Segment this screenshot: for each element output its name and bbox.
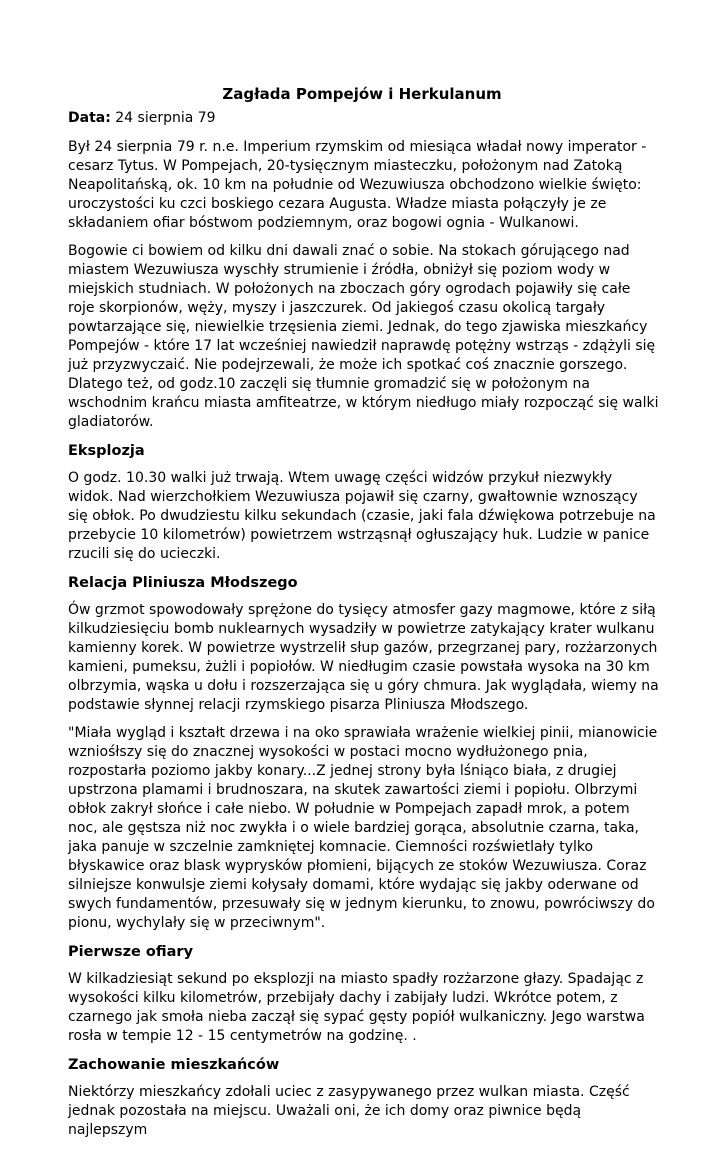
paragraph-pliny-quote: "Miała wygląd i kształt drzewa i na oko sprawiała wrażenie wielkiej pinii, mianowicie wzniośłszy się do znacznej wysokości w postaci mocno wydłużonego pnia, rozpostarła poziomo jakby konary...Z jednej strony była lśniąco biała, z drugiej upstrzona plamami i brudnoszara, na skutek zawartości ziemi i popiołu. Olbrzymi obłok zakrył słońce i całe niebo. W południe w Pompejach zapadł mrok, a potem noc, ale gęstsza niż noc zwykła i o wiele bardziej gorąca, absolutnie czarna, taka, jaka panuje w szczelnie zamkniętej komnacie. Ciemności rozświetlały tylko błyskawice oraz blask wyprysków płomieni, bijących ze stoków Wezuwiusza. Coraz silniejsze konwulsje ziemi kołysały domami, które wydając się jakby oderwane od swych fundamentów, przesuwały się w jednym kierunku, to znowu, powróciwszy do pionu, wychylały się w przeciwnym". — [68, 725, 658, 931]
date-label: Data: — [68, 110, 111, 126]
heading-pierwsze-ofiary: Pierwsze ofiary — [68, 944, 194, 960]
paragraph-first-victims: W kilkadziesiąt sekund po eksplozji na miasto spadły rozżarzone głazy. Spadając z wysokości kilku kilometrów, przebijały dachy i zabijały ludzi. Wkrótce potem, z czarnego jak smoła nieba zaczął się sypać gęsty popiół wulkaniczny. Jego warstwa rosła w tempie 12 - 15 centymetrów na godzinę. . — [68, 971, 645, 1044]
paragraph-omens: Bogowie ci bowiem od kilku dni dawali znać o sobie. Na stokach górującego nad miastem Wezuwiusza wyschły strumienie i źródła, obniżył się poziom wody w miejskich studniach. W położonych na zboczach góry ogrodach pojawiły się całe roje skorpionów, węży, myszy i jaszczurek. Od jakiegoś czasu okolicą targały powtarzające się, niewielkie trzęsienia ziemi. Jednak, do tego zjawiska mieszkańcy Pompejów - które 17 lat wcześniej nawiedził naprawdę potężny wstrząs - zdążyli się już przyzwyczaić. Nie podejrzewali, że może ich spotkać coś znacznie gorszego. Dlatego też, od godz.10 zaczęli się tłumnie gromadzić się w położonym na wschodnim krańcu miasta amfiteatrze, w którym niedługo miały rozpocząć się walki gladiatorów. — [68, 243, 659, 430]
date-value: 24 sierpnia 79 — [115, 110, 216, 126]
paragraph-eruption-column: Ów grzmot spowodowały sprężone do tysięcy atmosfer gazy magmowe, które z siłą kilkudziesięciu bomb nuklearnych wysadziły w powietrze zatykający krater wulkanu kamienny korek. W powietrze wystrzelił słup gazów, przegrzanej pary, rozżarzonych kamieni, pumeksu, żużli i popiołów. W niedługim czasie powstała wysoka na 30 km olbrzymia, wąska u dołu i rozszerzająca się u góry chmura. Jak wyglądała, wiemy na podstawie słynnej relacji rzymskiego pisarza Pliniusza Młodszego. — [68, 602, 659, 713]
document-title: Zagłada Pompejów i Herkulanum — [222, 85, 502, 103]
paragraph-intro: Był 24 sierpnia 79 r. n.e. Imperium rzymskim od miesiąca władał nowy imperator - cesarz Tytus. W Pompejach, 20-tysięcznym miasteczku, położonym nad Zatoką Neapolitańską, ok. 10 km na południe od Wezuwiusza obchodzono wielkie święto: uroczystości ku czci boskiego cezara Augusta. Władze miasta połączyły je ze składaniem ofiar bóstwom podziemnym, oraz bogowi ognia - Wulkanowi. — [68, 139, 647, 231]
date-line — [68, 108, 660, 128]
heading-eksplozja: Eksplozja — [68, 443, 145, 459]
document-body — [68, 108, 660, 1149]
heading-relacja: Relacja Pliniusza Młodszego — [68, 575, 298, 591]
heading-zachowanie: Zachowanie mieszkańców — [68, 1057, 280, 1073]
paragraph-explosion: O godz. 10.30 walki już trwają. Wtem uwagę części widzów przykuł niezwykły widok. Nad wierzchołkiem Wezuwiusza pojawił się czarny, gwałtownie wznoszący się obłok. Po dwudziestu kilku sekundach (czasie, jaki fala dźwiękowa potrzebuje na przebycie 10 kilometrów) powietrzem wstrząsnął ogłuszający huk. Ludzie w panice rzucili się do ucieczki. — [68, 470, 656, 562]
paragraph-residents: Niektórzy mieszkańcy zdołali uciec z zasypywanego przez wulkan miasta. Część jednak pozostała na miejscu. Uważali oni, że ich domy oraz piwnice będą najlepszym — [68, 1084, 630, 1138]
